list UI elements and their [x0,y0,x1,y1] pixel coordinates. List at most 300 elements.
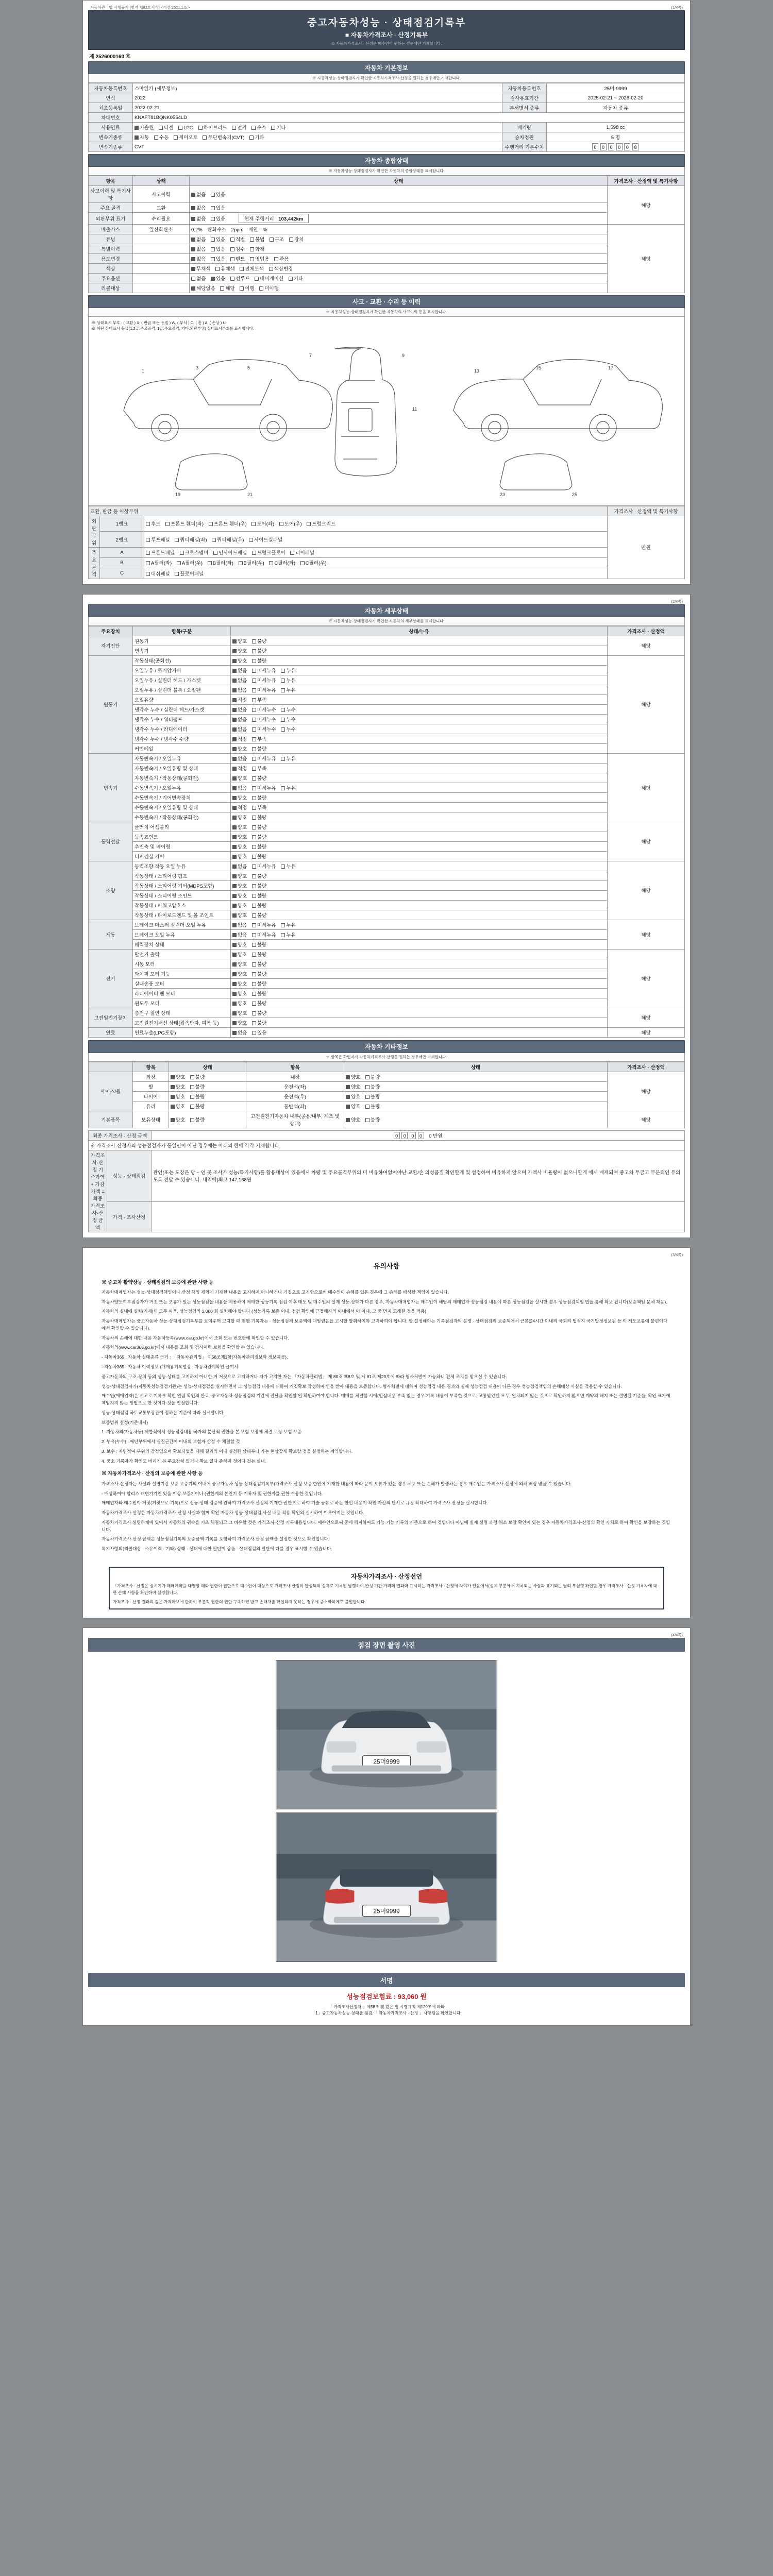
checkbox-icon[interactable] [252,835,256,839]
opt-slight[interactable] [252,784,276,791]
detail-state-e4[interactable] [231,694,608,704]
opt-good[interactable] [232,814,247,821]
checkbox-icon[interactable] [252,894,256,898]
checkbox-icon[interactable] [232,904,237,908]
opt-good[interactable] [232,745,247,752]
part-quarter-panel-l[interactable] [175,536,207,543]
use-rent[interactable] [230,255,245,262]
checkbox-icon[interactable] [232,845,237,849]
checkbox-icon[interactable] [252,845,256,849]
opt-good[interactable] [232,882,247,889]
checkbox-icon[interactable] [146,522,150,526]
checkbox-icon[interactable] [212,538,216,542]
overall-state-accident[interactable] [190,186,608,203]
opt-slight[interactable] [252,676,276,684]
checkbox-icon[interactable] [252,923,256,927]
checkbox-icon[interactable] [250,238,254,242]
checkbox-icon[interactable] [178,126,182,130]
checkbox-icon[interactable] [190,1095,194,1099]
detail-state-b1[interactable] [231,929,608,939]
opt-none[interactable] [232,676,247,684]
checkbox-icon[interactable] [252,1011,256,1015]
opt-leak[interactable] [281,667,295,674]
fuel-option-lpg[interactable] [178,125,193,131]
checkbox-icon[interactable] [180,551,184,555]
overall-state-special[interactable] [190,244,608,254]
tuning-structure[interactable] [270,235,284,243]
checkbox-icon[interactable] [240,286,244,291]
opt-slight[interactable] [252,725,276,733]
checkbox-icon[interactable] [252,992,256,996]
checkbox-icon[interactable] [252,639,256,643]
checkbox-icon[interactable] [252,747,256,751]
color-achromatic[interactable] [191,265,211,272]
opt-yes[interactable] [252,1029,266,1036]
checkbox-icon[interactable] [230,247,234,251]
checkbox-icon[interactable] [252,962,256,967]
checkbox-icon[interactable] [281,718,285,722]
checkbox-icon[interactable] [191,267,195,271]
opt-bad[interactable] [252,951,266,958]
opt-good[interactable] [232,941,247,948]
opt-none[interactable] [232,1029,247,1036]
checkbox-icon[interactable] [232,776,237,781]
opt-bad[interactable] [252,990,266,997]
checkbox-icon[interactable] [252,718,256,722]
opt-bad[interactable] [252,637,266,645]
detail-state-s1[interactable] [231,871,608,880]
opt-bad[interactable] [252,843,266,850]
checkbox-icon[interactable] [252,874,256,878]
checkbox-icon[interactable] [252,708,256,712]
checkbox-icon[interactable] [252,551,256,555]
opt-good[interactable] [232,833,247,840]
opt-yes[interactable] [211,215,225,222]
option-other[interactable] [289,275,303,282]
checkbox-icon[interactable] [281,669,285,673]
checkbox-icon[interactable] [177,561,181,565]
detail-state-s4[interactable] [231,900,608,910]
accident-rank-2-items[interactable] [144,532,608,548]
recall-done[interactable] [240,284,254,292]
detail-state-s3[interactable] [231,890,608,900]
checkbox-icon[interactable] [271,126,275,130]
detail-state-e7[interactable] [231,724,608,734]
checkbox-icon[interactable] [165,522,170,526]
checkbox-icon[interactable] [232,884,237,888]
part-side-sill-panel[interactable] [249,536,282,543]
opt-bad[interactable] [252,911,266,919]
checkbox-icon[interactable] [252,943,256,947]
detail-state-e5[interactable] [231,704,608,714]
fuel-option-hydrogen[interactable] [251,124,266,131]
tuning-device[interactable] [289,235,304,243]
checkbox-icon[interactable] [251,126,256,130]
opt-bad[interactable] [252,902,266,909]
checkbox-icon[interactable] [232,874,237,878]
checkbox-icon[interactable] [232,679,237,683]
opt-good[interactable] [346,1103,360,1110]
opt-bad[interactable] [252,892,266,899]
opt-good[interactable] [232,774,247,782]
detail-state-s2[interactable] [231,880,608,890]
opt-leak[interactable] [281,755,295,762]
opt-none[interactable] [232,725,247,733]
checkbox-icon[interactable] [252,688,256,692]
part-roof-panel[interactable] [146,536,170,543]
opt-bad[interactable] [252,941,266,948]
checkbox-icon[interactable] [252,953,256,957]
opt-bad[interactable] [252,814,266,821]
option-sunroof[interactable] [230,275,250,282]
checkbox-icon[interactable] [232,1031,237,1035]
detail-state-e1[interactable] [231,665,608,675]
checkbox-icon[interactable] [146,538,150,542]
opt-none[interactable] [232,784,247,791]
opt-bad[interactable] [190,1093,205,1100]
checkbox-icon[interactable] [232,718,237,722]
checkbox-icon[interactable] [270,238,274,242]
checkbox-icon[interactable] [281,923,285,927]
checkbox-icon[interactable] [232,865,237,869]
part-front-fender-l[interactable] [165,520,204,527]
checkbox-icon[interactable] [252,786,256,790]
opt-leak[interactable] [281,862,295,870]
opt-bad[interactable] [190,1103,205,1110]
checkbox-icon[interactable] [281,933,285,937]
part-hood[interactable] [146,520,160,527]
opt-good[interactable] [232,999,247,1007]
checkbox-icon[interactable] [191,286,195,291]
fuel-option-diesel[interactable] [159,124,173,131]
checkbox-icon[interactable] [281,865,285,869]
detail-state-t3[interactable] [231,783,608,792]
checkbox-icon[interactable] [230,257,234,261]
checkbox-icon[interactable] [232,698,237,702]
tuning-illegal[interactable] [250,235,264,243]
checkbox-icon[interactable] [290,551,294,555]
recall-na[interactable] [191,284,215,292]
color-full-paint[interactable] [240,265,264,272]
checkbox-icon[interactable] [191,217,195,221]
use-none[interactable] [191,255,206,262]
opt-good[interactable] [232,951,247,958]
detail-state-hv1[interactable] [231,1018,608,1027]
checkbox-icon[interactable] [281,757,285,761]
checkbox-icon[interactable] [232,855,237,859]
etc-state-glass[interactable] [169,1101,246,1111]
checkbox-icon[interactable] [252,865,256,869]
checkbox-icon[interactable] [269,561,273,565]
opt-slight[interactable] [252,931,276,938]
opt-good[interactable] [232,892,247,899]
checkbox-icon[interactable] [252,649,256,653]
opt-none[interactable] [232,755,247,762]
trans-option-auto[interactable] [135,133,149,141]
opt-bad[interactable] [365,1103,380,1110]
checkbox-icon[interactable] [174,135,178,140]
opt-good[interactable] [171,1073,185,1080]
checkbox-icon[interactable] [249,135,254,140]
checkbox-icon[interactable] [365,1095,369,1099]
opt-bad[interactable] [365,1073,380,1080]
checkbox-icon[interactable] [175,538,179,542]
opt-none[interactable] [232,862,247,870]
checkbox-icon[interactable] [251,522,256,526]
opt-bad[interactable] [190,1073,205,1080]
checkbox-icon[interactable] [146,572,150,576]
option-none[interactable] [191,275,206,282]
detail-state-t2[interactable] [231,773,608,783]
checkbox-icon[interactable] [190,1118,194,1122]
opt-bad[interactable] [252,833,266,840]
part-dash-panel[interactable] [146,570,170,577]
part-inside-panel[interactable] [213,549,247,556]
transmission-checkbox-group[interactable] [133,132,502,142]
opt-good[interactable] [232,1009,247,1016]
checkbox-icon[interactable] [281,786,285,790]
opt-slight[interactable] [252,921,276,928]
accident-rank-1-items[interactable] [144,516,608,532]
checkbox-icon[interactable] [252,679,256,683]
detail-state-p1[interactable] [231,832,608,841]
checkbox-icon[interactable] [365,1118,369,1122]
detail-state-el5[interactable] [231,998,608,1008]
checkbox-icon[interactable] [346,1085,350,1089]
checkbox-icon[interactable] [239,561,243,565]
use-gov[interactable] [274,255,289,262]
part-front-panel[interactable] [146,549,175,556]
checkbox-icon[interactable] [203,135,207,140]
checkbox-icon[interactable] [281,688,285,692]
etc-state-basic-hold[interactable] [169,1111,246,1128]
checkbox-icon[interactable] [252,659,256,663]
opt-leak[interactable] [281,784,295,791]
opt-none[interactable] [232,931,247,938]
detail-state-e9[interactable] [231,743,608,753]
detail-state-p2[interactable] [231,841,608,851]
trans-option-cvt[interactable] [203,133,244,141]
checkbox-icon[interactable] [232,126,236,130]
checkbox-icon[interactable] [232,982,237,986]
checkbox-icon[interactable] [232,1002,237,1006]
tuning-legal[interactable] [230,235,245,243]
checkbox-icon[interactable] [211,247,215,251]
checkbox-icon[interactable] [175,572,179,576]
opt-slight[interactable] [252,716,276,723]
checkbox-icon[interactable] [211,193,215,197]
detail-state-p3[interactable] [231,851,608,861]
opt-good[interactable] [232,872,247,879]
checkbox-icon[interactable] [232,835,237,839]
opt-leak[interactable] [281,716,295,723]
detail-state-e8[interactable] [231,734,608,743]
opt-bad[interactable] [252,823,266,831]
option-yes[interactable] [211,275,225,282]
opt-leak[interactable] [281,706,295,713]
checkbox-icon[interactable] [289,238,293,242]
detail-state-t6[interactable] [231,812,608,822]
opt-insufficient[interactable] [252,765,266,772]
overall-state-options[interactable] [190,274,608,283]
opt-good[interactable] [232,794,247,801]
checkbox-icon[interactable] [232,972,237,976]
checkbox-icon[interactable] [252,806,256,810]
tuning-none[interactable] [191,235,206,243]
checkbox-icon[interactable] [252,825,256,829]
checkbox-icon[interactable] [252,767,256,771]
detail-state-trans-diag[interactable] [231,646,608,655]
checkbox-icon[interactable] [213,551,217,555]
detail-state-e0[interactable] [231,655,608,665]
checkbox-icon[interactable] [232,894,237,898]
checkbox-icon[interactable] [307,522,311,526]
checkbox-icon[interactable] [252,933,256,937]
checkbox-icon[interactable] [255,277,259,281]
checkbox-icon[interactable] [230,277,234,281]
opt-bad[interactable] [252,1009,266,1016]
overall-state-recall[interactable] [190,283,608,293]
opt-good[interactable] [346,1073,360,1080]
opt-good[interactable] [346,1116,360,1123]
checkbox-icon[interactable] [232,992,237,996]
opt-bad[interactable] [365,1093,380,1100]
detail-state-el2[interactable] [231,969,608,978]
checkbox-icon[interactable] [232,737,237,741]
opt-slight[interactable] [252,755,276,762]
checkbox-icon[interactable] [191,257,195,261]
checkbox-icon[interactable] [232,943,237,947]
checkbox-icon[interactable] [269,267,273,271]
checkbox-icon[interactable] [279,522,283,526]
opt-bad[interactable] [252,999,266,1007]
detail-state-hv0[interactable] [231,1008,608,1018]
detail-state-b2[interactable] [231,939,608,949]
opt-good[interactable] [346,1093,360,1100]
checkbox-icon[interactable] [232,913,237,918]
checkbox-icon[interactable] [135,135,139,140]
accident-rank-C-items[interactable] [144,568,608,579]
detail-state-t1[interactable] [231,763,608,773]
checkbox-icon[interactable] [259,286,263,291]
checkbox-icon[interactable] [252,904,256,908]
checkbox-icon[interactable] [154,135,158,140]
detail-state-el3[interactable] [231,978,608,988]
checkbox-icon[interactable] [215,267,220,271]
opt-leak[interactable] [281,725,295,733]
opt-none[interactable] [232,716,247,723]
checkbox-icon[interactable] [171,1105,175,1109]
detail-state-f0[interactable] [231,1027,608,1037]
opt-bad[interactable] [252,980,266,987]
special-flood[interactable] [230,245,245,252]
checkbox-icon[interactable] [252,757,256,761]
trans-option-manual[interactable] [154,133,169,141]
checkbox-icon[interactable] [232,747,237,751]
opt-bad[interactable] [190,1116,205,1123]
recall-yes[interactable] [220,284,234,292]
part-b-pillar-l[interactable] [208,559,233,566]
checkbox-icon[interactable] [232,806,237,810]
etc-state-hv-interior[interactable] [344,1111,608,1128]
checkbox-icon[interactable] [232,727,237,732]
color-chromatic[interactable] [215,265,235,272]
checkbox-icon[interactable] [230,238,234,242]
opt-none[interactable] [232,706,247,713]
special-yes[interactable] [211,245,225,252]
checkbox-icon[interactable] [232,669,237,673]
checkbox-icon[interactable] [252,913,256,918]
accident-rank-A-items[interactable] [144,547,608,557]
part-trunk-floor[interactable] [252,549,285,556]
checkbox-icon[interactable] [250,257,254,261]
detail-state-e2[interactable] [231,675,608,685]
opt-good[interactable] [171,1083,185,1090]
opt-good[interactable] [171,1103,185,1110]
checkbox-icon[interactable] [191,247,195,251]
checkbox-icon[interactable] [232,1021,237,1025]
accident-rank-B-items[interactable] [144,557,608,568]
detail-state-s0[interactable] [231,861,608,871]
checkbox-icon[interactable] [232,953,237,957]
opt-adequate[interactable] [232,735,247,742]
checkbox-icon[interactable] [346,1105,350,1109]
checkbox-icon[interactable] [252,669,256,673]
checkbox-icon[interactable] [232,708,237,712]
checkbox-icon[interactable] [232,923,237,927]
checkbox-icon[interactable] [159,126,163,130]
opt-bad[interactable] [190,1083,205,1090]
checkbox-icon[interactable] [211,238,215,242]
opt-bad[interactable] [252,882,266,889]
checkbox-icon[interactable] [365,1075,369,1079]
opt-good[interactable] [232,637,247,645]
part-door-l[interactable] [251,520,274,527]
checkbox-icon[interactable] [171,1118,175,1122]
part-c-pillar-r[interactable] [300,559,327,566]
detail-state-el1[interactable] [231,959,608,969]
trans-option-other[interactable] [249,133,264,141]
fuel-option-hybrid[interactable] [198,124,227,131]
checkbox-icon[interactable] [135,126,139,130]
opt-bad[interactable] [252,774,266,782]
opt-none[interactable] [191,215,206,222]
opt-bad[interactable] [252,657,266,664]
fuel-option-gasoline[interactable] [135,124,154,131]
checkbox-icon[interactable] [232,962,237,967]
checkbox-icon[interactable] [281,727,285,732]
checkbox-icon[interactable] [211,206,215,210]
opt-slight[interactable] [252,686,276,693]
checkbox-icon[interactable] [252,776,256,781]
checkbox-icon[interactable] [191,277,195,281]
checkbox-icon[interactable] [249,538,253,542]
opt-none[interactable] [232,921,247,928]
fuel-checkbox-group[interactable] [133,123,502,132]
checkbox-icon[interactable] [365,1085,369,1089]
opt-yes[interactable] [211,204,225,211]
opt-bad[interactable] [252,853,266,860]
checkbox-icon[interactable] [232,933,237,937]
special-fire[interactable] [250,245,264,252]
checkbox-icon[interactable] [289,277,293,281]
trans-option-semiauto[interactable] [174,133,198,141]
part-floor-panel[interactable] [175,570,204,577]
checkbox-icon[interactable] [300,561,305,565]
checkbox-icon[interactable] [208,561,212,565]
opt-bad[interactable] [252,872,266,879]
checkbox-icon[interactable] [232,786,237,790]
